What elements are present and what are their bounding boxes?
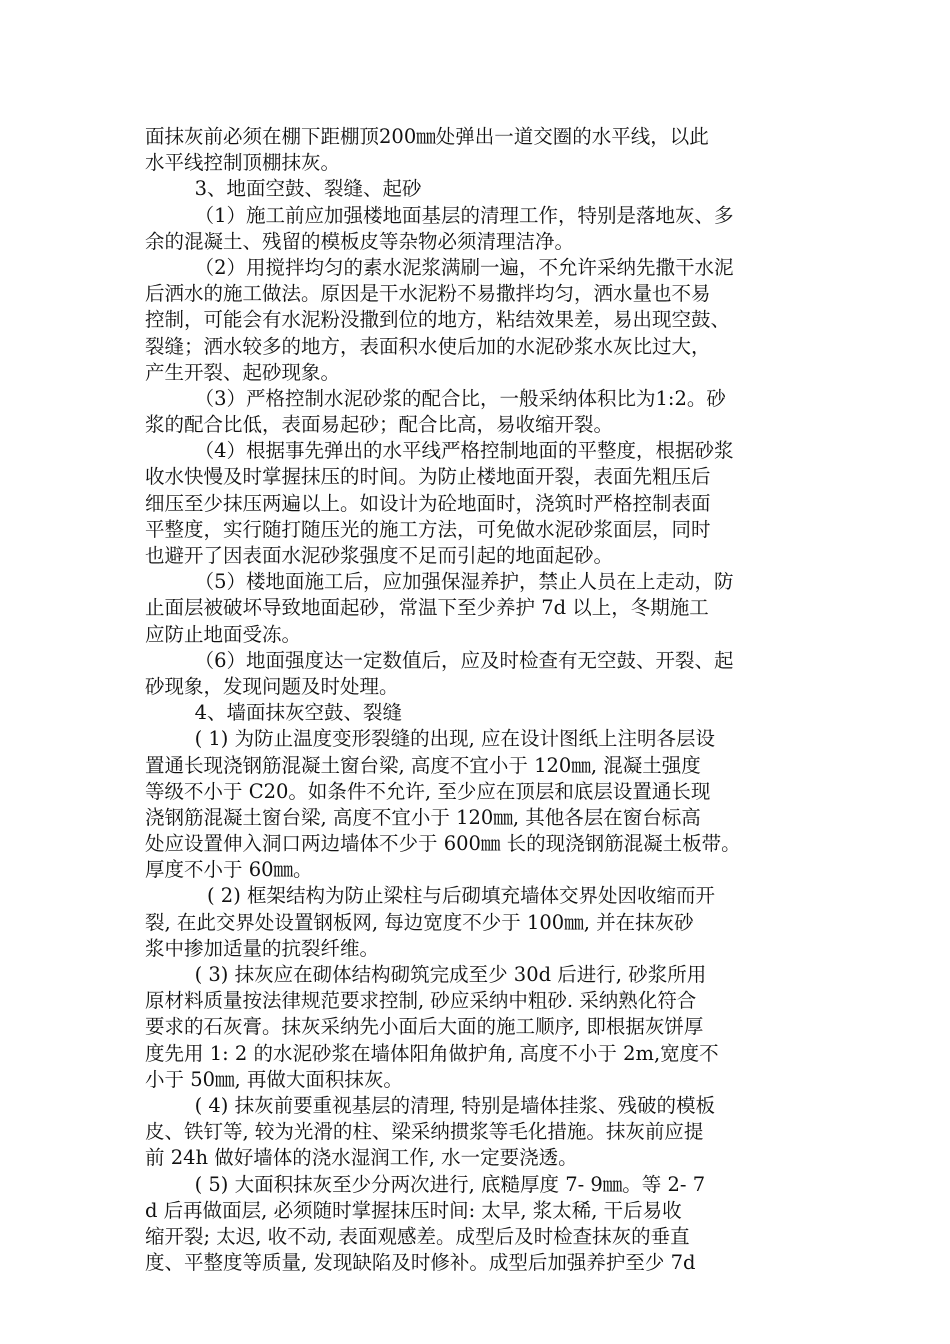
text-line: ( 4) 抹灰前要重视基层的清理, 特别是墙体挂浆、残破的模板 bbox=[145, 1093, 716, 1117]
text-line: （1）施工前应加强楼地面基层的清理工作，特别是落地灰、多 bbox=[145, 203, 734, 227]
text-line: 面抹灰前必须在棚下距棚顶200㎜处弹出一道交圈的水平线，以此 bbox=[145, 125, 709, 148]
text-line: ( 5) 大面积抹灰至少分两次进行, 底糙厚度 7- 9㎜。等 2- 7 bbox=[145, 1172, 706, 1196]
text-line: 要求的石灰膏。抹灰采纳先小面后大面的施工顺序, 即根据灰饼厚 bbox=[145, 1015, 704, 1039]
text-line: 厚度不小于 60㎜。 bbox=[145, 858, 313, 882]
text-line: 度、平整度等质量, 发现缺陷及时修补。成型后加强养护至少 7d bbox=[145, 1251, 696, 1275]
text-line: 砂现象，发现问题及时处理。 bbox=[145, 674, 399, 698]
text-line: ( 3) 抹灰应在砌体结构砌筑完成至少 30d 后进行, 砂浆所用 bbox=[145, 963, 707, 986]
text-line: （6）地面强度达一定数值后，应及时检查有无空鼓、开裂、起 bbox=[145, 648, 734, 672]
text-line: 4、墙面抹灰空鼓、裂缝 bbox=[145, 701, 402, 725]
text-line: 控制，可能会有水泥粉没撒到位的地方，粘结效果差，易出现空鼓、 bbox=[145, 308, 731, 332]
text-line: 浇钢筋混凝土窗台梁, 高度不宜小于 120㎜, 其他各层在窗台标高 bbox=[145, 805, 701, 829]
text-line: 裂缝；洒水较多的地方，表面积水使后加的水泥砂浆水灰比过大， bbox=[145, 334, 711, 358]
document-body-text bbox=[145, 124, 815, 1276]
text-line: 产生开裂、起砂现象。 bbox=[145, 360, 341, 384]
text-line: 浆中掺加适量的抗裂纤维。 bbox=[145, 936, 380, 960]
text-line: 前 24h 做好墙体的浇水湿润工作, 水一定要浇透。 bbox=[145, 1146, 578, 1170]
text-line: （5）楼地面施工后，应加强保湿养护，禁止人员在上走动，防 bbox=[145, 570, 734, 594]
text-line: ( 1) 为防止温度变形裂缝的出现, 应在设计图纸上注明各层设 bbox=[145, 727, 716, 751]
text-line: （4）根据事先弹出的水平线严格控制地面的平整度，根据砂浆 bbox=[145, 439, 734, 463]
text-line: 处应设置伸入洞口两边墙体不少于 600㎜ 长的现浇钢筋混凝土板带。 bbox=[145, 832, 741, 856]
text-line: （2）用搅拌均匀的素水泥浆满刷一遍，不允许采纳先撒干水泥 bbox=[145, 255, 734, 279]
text-line: 缩开裂; 太迟, 收不动, 表面观感差。成型后及时检查抹灰的垂直 bbox=[145, 1224, 690, 1248]
text-line: 应防止地面受冻。 bbox=[145, 622, 302, 646]
text-line: d 后再做面层, 必须随时掌握抹压时间: 太早, 浆太稀, 干后易收 bbox=[145, 1198, 682, 1222]
text-line: 水平线控制顶棚抹灰。 bbox=[145, 151, 341, 175]
text-line: 皮、铁钉等, 较为光滑的柱、梁采纳掼浆等毛化措施。抹灰前应提 bbox=[145, 1120, 704, 1144]
text-line: 收水快慢及时掌握抹压的时间。为防止楼地面开裂，表面先粗压后 bbox=[145, 465, 711, 489]
text-line: 原材料质量按法律规范要求控制, 砂应采纳中粗砂. 采纳熟化符合 bbox=[145, 989, 697, 1013]
text-line: 余的混凝土、残留的模板皮等杂物必须清理洁净。 bbox=[145, 229, 575, 253]
text-line: 后洒水的施工做法。原因是干水泥粉不易撒拌均匀，洒水量也不易 bbox=[145, 282, 711, 306]
text-line: 浆的配合比低，表面易起砂；配合比高，易收缩开裂。 bbox=[145, 413, 614, 437]
text-line: 也避开了因表面水泥砂浆强度不足而引起的地面起砂。 bbox=[145, 544, 614, 567]
text-line: 平整度，实行随打随压光的施工方法，可免做水泥砂浆面层，同时 bbox=[145, 517, 711, 541]
text-line: （3）严格控制水泥砂浆的配合比，一般采纳体积比为1:2。砂 bbox=[145, 386, 726, 410]
text-line: 细压至少抹压两遍以上。如设计为砼地面时，浇筑时严格控制表面 bbox=[145, 491, 711, 515]
text-line: ( 2) 框架结构为防止梁柱与后砌填充墙体交界处因收缩而开 bbox=[145, 884, 716, 908]
text-line: 度先用 1: 2 的水泥砂浆在墙体阳角做护角, 高度不小于 2m,宽度不 bbox=[145, 1041, 719, 1065]
text-line: 等级不小于 C20。如条件不允许, 至少应在顶层和底层设置通长现 bbox=[145, 779, 711, 803]
text-line: 裂, 在此交界处设置钢板网, 每边宽度不少于 100㎜, 并在抹灰砂 bbox=[145, 910, 694, 934]
text-line: 小于 50㎜, 再做大面积抹灰。 bbox=[145, 1067, 403, 1091]
text-line: 止面层被破坏导致地面起砂，常温下至少养护 7d 以上，冬期施工 bbox=[145, 596, 709, 620]
text-line: 置通长现浇钢筋混凝土窗台梁, 高度不宜小于 120㎜, 混凝土强度 bbox=[145, 753, 701, 777]
text-line: 3、地面空鼓、裂缝、起砂 bbox=[145, 177, 422, 201]
